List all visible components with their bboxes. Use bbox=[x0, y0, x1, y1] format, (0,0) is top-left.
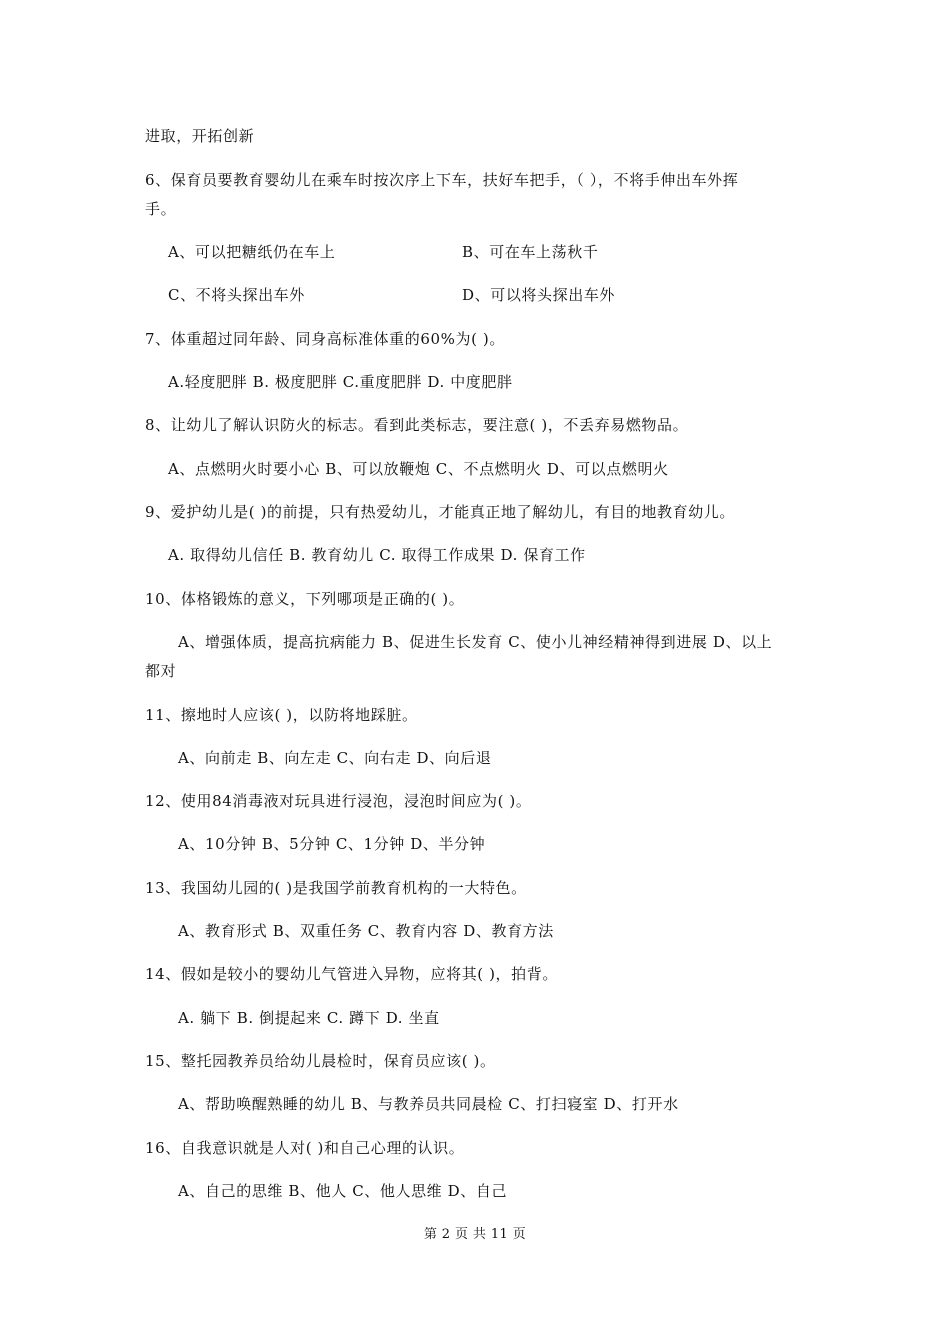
question-14-stem: 14、假如是较小的婴幼儿气管进入异物，应将其( )，拍背。 bbox=[145, 965, 558, 983]
question-12-options: A、10分钟 B、5分钟 C、1分钟 D、半分钟 bbox=[178, 835, 486, 853]
question-14-options: A. 躺下 B. 倒提起来 C. 蹲下 D. 坐直 bbox=[178, 1009, 440, 1027]
question-7-stem: 7、体重超过同年龄、同身高标准体重的60%为( )。 bbox=[145, 330, 505, 348]
question-16-options: A、自己的思维 B、他人 C、他人思维 D、自己 bbox=[178, 1182, 508, 1200]
question-6-stem: 6、保育员要教育婴幼儿在乘车时按次序上下车，扶好车把手，（ ），不将手伸出车外挥 bbox=[145, 171, 739, 189]
question-11-stem: 11、擦地时人应该( )，以防将地踩脏。 bbox=[145, 706, 418, 724]
page-footer: 第 2 页 共 11 页 bbox=[423, 1227, 527, 1242]
question-13-options: A、教育形式 B、双重任务 C、教育内容 D、教育方法 bbox=[178, 922, 554, 940]
question-6-option-c: C、不将头探出车外 bbox=[168, 286, 305, 304]
question-15-stem: 15、整托园教养员给幼儿晨检时，保育员应该( )。 bbox=[145, 1052, 496, 1070]
question-10-options-cont: 都对 bbox=[145, 662, 177, 680]
question-10-stem: 10、体格锻炼的意义，下列哪项是正确的( )。 bbox=[145, 590, 465, 608]
question-7-options: A.轻度肥胖 B. 极度肥胖 C.重度肥胖 D. 中度肥胖 bbox=[168, 373, 513, 391]
question-12-stem: 12、使用84消毒液对玩具进行浸泡，浸泡时间应为( )。 bbox=[145, 792, 532, 810]
question-9-stem: 9、爱护幼儿是( )的前提，只有热爱幼儿，才能真正地了解幼儿，有目的地教育幼儿。 bbox=[145, 503, 736, 521]
question-13-stem: 13、我国幼儿园的( )是我国学前教育机构的一大特色。 bbox=[145, 879, 527, 897]
question-8-stem: 8、让幼儿了解认识防火的标志。看到此类标志，要注意( )，不丢弃易燃物品。 bbox=[145, 416, 689, 434]
question-9-options: A. 取得幼儿信任 B. 教育幼儿 C. 取得工作成果 D. 保育工作 bbox=[168, 546, 586, 564]
question-6-option-b: B、可在车上荡秋千 bbox=[462, 243, 599, 261]
question-11-options: A、向前走 B、向左走 C、向右走 D、向后退 bbox=[178, 749, 492, 767]
continuation-text: 进取，开拓创新 bbox=[145, 127, 255, 145]
question-15-options: A、帮助唤醒熟睡的幼儿 B、与教养员共同晨检 C、打扫寝室 D、打开水 bbox=[178, 1095, 679, 1113]
question-6-stem-cont: 手。 bbox=[145, 200, 177, 218]
question-8-options: A、点燃明火时要小心 B、可以放鞭炮 C、不点燃明火 D、可以点燃明火 bbox=[168, 460, 669, 478]
question-10-options: A、增强体质，提高抗病能力 B、促进生长发育 C、使小儿神经精神得到进展 D、以上 bbox=[178, 633, 773, 651]
question-16-stem: 16、自我意识就是人对( )和自己心理的认识。 bbox=[145, 1139, 465, 1157]
question-6-option-d: D、可以将头探出车外 bbox=[462, 286, 616, 304]
question-6-option-a: A、可以把糖纸仍在车上 bbox=[168, 243, 336, 261]
